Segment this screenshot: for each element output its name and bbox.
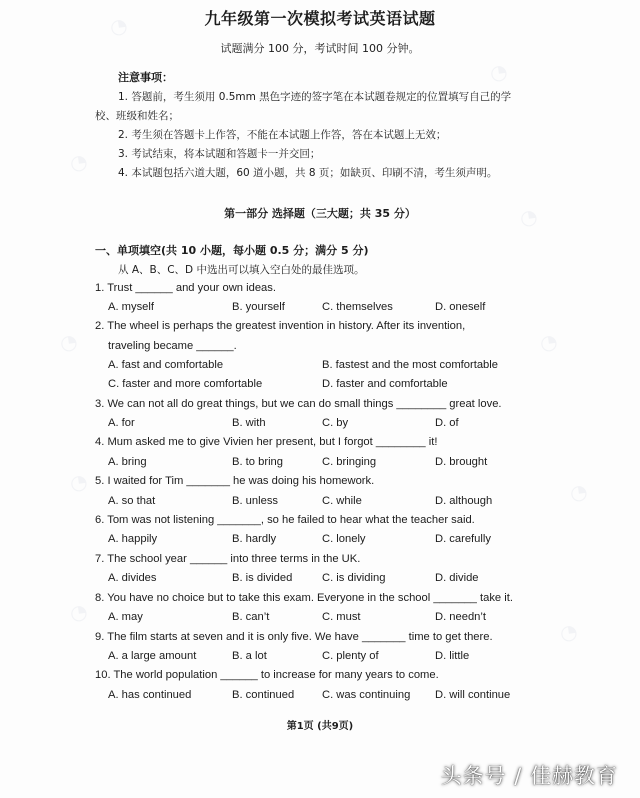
option-d: D. faster and comfortable	[322, 378, 448, 390]
watermark-text: 头条号 / 佳赫教育	[440, 764, 618, 788]
option-b: B. a lot	[232, 650, 267, 662]
option-a: A. happily	[108, 533, 158, 545]
part-heading: 一、单项填空(共 10 小题，每小题 0.5 分；满分 5 分)	[95, 244, 369, 257]
option-c: C. bringing	[322, 456, 377, 468]
question-text-continued: traveling became ______.	[108, 340, 237, 352]
question-text: 4. Mum asked me to give Vivien her present, but I forgot ________ it!	[95, 436, 438, 448]
option-b: B. continued	[232, 689, 295, 701]
background-watermark-logo: ◔	[108, 12, 130, 40]
option-c: C. by	[322, 417, 349, 429]
option-d: D. little	[435, 650, 470, 662]
option-a: A. myself	[108, 301, 155, 313]
note-line: 校、班级和姓名；	[95, 110, 179, 122]
option-b: B. to bring	[232, 456, 283, 468]
background-watermark-logo: ◔	[68, 468, 90, 496]
note-line: 3. 考试结束，将本试题和答题卡一并交回；	[118, 148, 321, 160]
option-c: C. while	[322, 495, 362, 507]
question-text: 2. The wheel is perhaps the greatest invention in history. After its invention,	[95, 320, 466, 332]
background-watermark-logo: ◔	[68, 148, 90, 176]
background-watermark-logo: ◔	[68, 598, 90, 626]
option-c: C. was continuing	[322, 689, 411, 701]
note-line: 4. 本试题包括六道大题，60 道小题，共 8 页；如缺页、印刷不清，考生须声明。	[118, 167, 498, 179]
option-a: A. may	[108, 611, 143, 623]
background-watermark-logo: ◔	[488, 58, 510, 86]
notes-heading: 注意事项：	[118, 71, 173, 84]
question-text: 10. The world population ______ to increase for many years to come.	[95, 669, 439, 681]
option-d: D. of	[435, 417, 459, 429]
option-b: B. yourself	[232, 301, 285, 313]
question-text: 5. I waited for Tim _______ he was doing his homework.	[95, 475, 375, 487]
option-d: D. carefully	[435, 533, 491, 545]
exam-title: 九年级第一次模拟考试英语试题	[204, 9, 436, 28]
note-line: 2. 考生须在答题卡上作答，不能在本试题上作答，答在本试题上无效；	[118, 129, 447, 141]
option-b: B. unless	[232, 495, 279, 507]
option-d: D. divide	[435, 572, 479, 584]
background-watermark-logo: ◔	[558, 618, 580, 646]
option-d: D. will continue	[435, 689, 511, 701]
question-text: 9. The film starts at seven and it is only five. We have _______ time to get there.	[95, 631, 493, 643]
option-d: D. although	[435, 495, 493, 507]
question-text: 6. Tom was not listening _______, so he failed to hear what the teacher said.	[95, 514, 475, 526]
option-a: A. bring	[108, 456, 147, 468]
question-text: 8. You have no choice but to take this exam. Everyone in the school _______ take it.	[95, 592, 513, 604]
option-a: A. has continued	[108, 689, 192, 701]
option-c: C. themselves	[322, 301, 393, 313]
option-c: C. faster and more comfortable	[108, 378, 263, 390]
question-text: 7. The school year ______ into three terms in the UK.	[95, 553, 361, 565]
option-d: D. oneself	[435, 301, 486, 313]
question-text: 1. Trust ______ and your own ideas.	[95, 282, 276, 294]
section-title: 第一部分 选择题（三大题；共 35 分）	[224, 207, 416, 220]
option-a: A. so that	[108, 495, 156, 507]
background-watermark-logo: ◔	[518, 203, 540, 231]
option-a: A. for	[108, 417, 135, 429]
option-d: D. needn’t	[435, 611, 486, 623]
option-c: C. must	[322, 611, 361, 623]
option-b: B. with	[232, 417, 266, 429]
option-b: B. can’t	[232, 611, 270, 623]
option-b: B. fastest and the most comfortable	[322, 359, 498, 371]
exam-subtitle: 试题满分 100 分，考试时间 100 分钟。	[220, 42, 420, 55]
option-b: B. hardly	[232, 533, 277, 545]
option-b: B. is divided	[232, 572, 293, 584]
question-text: 3. We can not all do great things, but we can do small things ________ great love.	[95, 398, 502, 410]
option-d: D. brought	[435, 456, 488, 468]
part-instruction: 从 A、B、C、D 中选出可以填入空白处的最佳选项。	[118, 264, 365, 276]
option-a: A. a large amount	[108, 650, 197, 662]
option-c: C. plenty of	[322, 650, 379, 662]
background-watermark-logo: ◔	[58, 328, 80, 356]
option-c: C. is dividing	[322, 572, 386, 584]
option-a: A. divides	[108, 572, 157, 584]
option-a: A. fast and comfortable	[108, 359, 224, 371]
option-c: C. lonely	[322, 533, 366, 545]
note-line: 1. 答题前，考生须用 0.5mm 黑色字迹的签字笔在本试题卷规定的位置填写自己的学	[118, 91, 512, 103]
background-watermark-logo: ◔	[568, 478, 590, 506]
page-number: 第1页 (共9页)	[286, 721, 354, 732]
background-watermark-logo: ◔	[538, 328, 560, 356]
